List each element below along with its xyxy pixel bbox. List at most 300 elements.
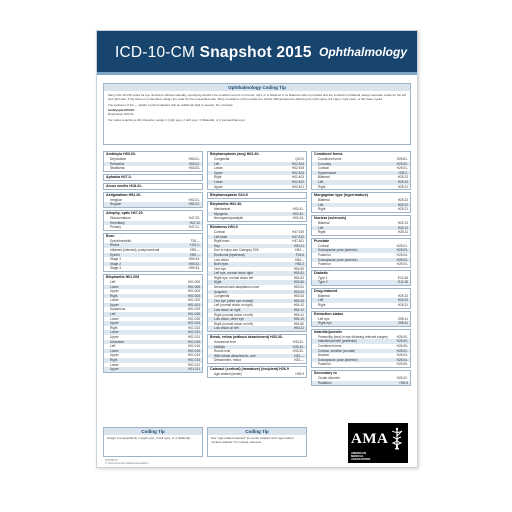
code-group bbox=[311, 151, 411, 190]
coding-tip-1 bbox=[103, 427, 203, 457]
code-term: Posterior bbox=[318, 362, 331, 367]
code-term: Myogenic bbox=[214, 211, 228, 216]
code-value: H25.23 bbox=[397, 175, 408, 180]
code-value: H53.61 bbox=[293, 285, 304, 290]
code-group bbox=[207, 201, 307, 222]
code-value: H25.04- bbox=[396, 252, 408, 257]
code-term: Left bbox=[214, 161, 220, 166]
code-term: Left (normal vision on right) bbox=[214, 303, 253, 308]
coding-tip-heading: Coding Tip bbox=[104, 428, 202, 435]
code-term: Ulcerative bbox=[110, 339, 125, 344]
code-group-heading: Break, retina (without detachment) H33.30- bbox=[210, 335, 283, 339]
code-term: Left bbox=[318, 298, 324, 303]
code-term: Regular bbox=[110, 202, 122, 207]
code-value: H02.404 bbox=[291, 170, 304, 175]
code-value: H25.21 bbox=[397, 207, 408, 212]
code-value: H02.43- bbox=[292, 216, 304, 221]
code-value: H54.50 bbox=[293, 266, 304, 271]
coding-tip-box bbox=[103, 83, 411, 145]
code-group-heading: Blindness H54.0 bbox=[210, 224, 238, 229]
code-term: One eye bbox=[214, 266, 227, 271]
code-term: Subcapsular polar (anterior) bbox=[318, 257, 358, 262]
code-term: Both eyes bbox=[214, 262, 229, 267]
code-term: One eye (other eye normal) bbox=[214, 298, 253, 303]
footer-line: © 2014 American Medical Association bbox=[105, 462, 149, 466]
code-group bbox=[311, 370, 411, 386]
code-group bbox=[207, 334, 307, 364]
code-term: Bilateral bbox=[318, 220, 330, 225]
code-row bbox=[104, 367, 202, 372]
page-title bbox=[115, 44, 312, 62]
code-term: Left bbox=[318, 179, 324, 184]
code-term: Right bbox=[318, 184, 326, 189]
code-term: Right eye, normal vision left bbox=[214, 275, 254, 280]
code-term: Primary bbox=[110, 225, 121, 230]
code-term: Eye/adnexa/lid bbox=[110, 238, 131, 243]
tip-example-code: H53.01- bbox=[124, 112, 135, 116]
code-value: H47.21- bbox=[188, 225, 200, 230]
code-value: H33.--- bbox=[294, 358, 304, 363]
code-term: Multiple bbox=[214, 344, 225, 349]
code-term: Low vision on right bbox=[214, 308, 241, 313]
code-value: H54.2 bbox=[295, 262, 304, 267]
code-term: Combined forms bbox=[318, 157, 342, 161]
code-term: Left eye, normal vision right bbox=[214, 271, 253, 276]
code-term: Subcapsular polar (anterior) bbox=[318, 248, 358, 253]
code-row bbox=[312, 303, 410, 308]
code-term: Right brain bbox=[214, 239, 230, 244]
code-term: Day bbox=[214, 243, 220, 248]
code-value: H54.11 bbox=[293, 326, 304, 331]
code-term: Detachment, retina bbox=[214, 358, 241, 363]
code-group bbox=[207, 224, 307, 332]
code-value: Q10.0 bbox=[295, 157, 304, 161]
code-row bbox=[208, 372, 306, 377]
title-bold: Snapshot 2015 bbox=[199, 44, 312, 61]
code-term: Presenility (less) in eye following relevant surgery bbox=[318, 334, 388, 339]
code-term: Nuclear bbox=[318, 353, 329, 358]
code-value: H26.32 bbox=[397, 298, 408, 303]
code-value: Z98.42 bbox=[398, 321, 408, 326]
code-group-heading: Blepharospasm G24.5 bbox=[210, 193, 248, 198]
code-term: Retina bbox=[110, 243, 120, 248]
code-group bbox=[103, 183, 203, 190]
code-term: Combined forms bbox=[318, 344, 342, 349]
code-term: Right (normal vision on left) bbox=[214, 321, 253, 326]
code-value: H26.06- bbox=[396, 344, 408, 349]
code-value: H25.81- bbox=[396, 157, 408, 161]
subject-label: Ophthalmology bbox=[319, 45, 407, 59]
code-group-heading: Ambloyia H53.00- bbox=[106, 152, 136, 156]
code-term: Left bbox=[318, 202, 324, 207]
code-value: H52.22- bbox=[188, 202, 200, 207]
code-value: H01.022 bbox=[187, 330, 200, 335]
code-value: H25.04- bbox=[396, 262, 408, 267]
code-term: Upper bbox=[110, 302, 119, 307]
code-value: H59.42- bbox=[188, 261, 200, 266]
tip-example-label: Amblyopia H53.00- bbox=[108, 108, 135, 112]
code-value: H53.62 bbox=[293, 289, 304, 294]
code-value: H54.40 bbox=[293, 298, 304, 303]
code-term: Posterior bbox=[318, 262, 331, 267]
code-term: Upper bbox=[214, 184, 223, 189]
code-term: Stage 3 bbox=[110, 266, 121, 271]
code-value: H25.12 bbox=[397, 225, 408, 230]
code-value: H26.8 bbox=[399, 380, 408, 385]
code-value: H01.023 bbox=[187, 325, 200, 330]
tip-paragraph: The inclusion of the — (dash) symbol indicates that an additional digit is needed. For example: bbox=[108, 102, 234, 107]
code-group-heading: Astigmatism H52.20- bbox=[106, 192, 142, 197]
coding-tip-body: See "age-related cataract" for senile cataract and "age-related nuclear cataract" for nuclear sclerosis. bbox=[211, 436, 294, 444]
code-term: Upper bbox=[110, 321, 119, 326]
code-group-heading: Drug-induced bbox=[314, 288, 338, 293]
code-group bbox=[103, 174, 203, 181]
code-group-heading: Extraction status bbox=[314, 311, 344, 316]
code-term: Night bbox=[214, 280, 222, 285]
code-value: H47.612 bbox=[291, 234, 304, 239]
code-value: H25.03- bbox=[396, 248, 408, 253]
code-term: Cortical bbox=[318, 243, 329, 248]
code-group bbox=[311, 238, 411, 268]
code-value: H01.014 bbox=[187, 353, 200, 358]
code-value: H47.23- bbox=[188, 215, 200, 220]
code-value: H02.42- bbox=[292, 211, 304, 216]
code-term: Right bbox=[110, 358, 118, 362]
code-term: Left eye bbox=[318, 316, 330, 321]
code-row bbox=[312, 262, 410, 267]
code-row bbox=[312, 185, 410, 190]
title-prefix: ICD-10-CM bbox=[115, 44, 200, 61]
code-value: H02.401 bbox=[291, 184, 304, 189]
code-term: Radiation bbox=[318, 380, 332, 385]
code-value: H01.029 bbox=[187, 307, 200, 312]
code-term: Lower bbox=[214, 166, 223, 171]
code-group-heading: Morgagnian type (hypermature) bbox=[314, 193, 368, 198]
code-group bbox=[103, 274, 203, 373]
logo-word: AMA bbox=[351, 431, 389, 447]
code-value: H25.21 bbox=[397, 184, 408, 189]
tip-heading: Ophthalmology Coding Tip bbox=[104, 84, 410, 91]
code-value: H25.9 bbox=[295, 371, 304, 376]
code-value: H02.403 bbox=[291, 175, 304, 180]
code-row bbox=[312, 381, 410, 386]
logo-org-line: MEDICAL bbox=[351, 454, 364, 459]
code-value: H25.22 bbox=[397, 179, 408, 184]
tip-paragraph: Many ICD-10-CM codes for eye disorders indicate laterality, specifying whether the condition occurs on the left, right, or is bilateral. If no bilateral code is provided and the condition is bilateral, assign separate codes for the left and right side. If the side is not identified, assign the code for the unspecified side. Many conditions of the eyelids are further differentiated as affecting the right upper, left upper, right lower, or left lower eyelid. bbox=[108, 93, 406, 101]
code-value: H25.13 bbox=[397, 220, 408, 225]
code-group-heading: Nuclear (sclerosis) bbox=[314, 215, 347, 220]
code-term: Bilateral bbox=[318, 175, 330, 180]
code-group bbox=[103, 233, 203, 272]
code-value: Z98.41 bbox=[398, 316, 408, 321]
code-term: Due to injury-see Category S05 bbox=[214, 248, 259, 253]
code-term: Upper bbox=[110, 367, 119, 372]
code-group-heading: Punctate bbox=[314, 238, 330, 243]
code-value: H01.003 bbox=[187, 293, 200, 298]
code-term: Left bbox=[110, 312, 116, 317]
code-value: H26.04- bbox=[396, 357, 408, 362]
code-term: With retinal detachment—see bbox=[214, 353, 256, 358]
header-banner bbox=[97, 31, 417, 75]
code-term: Right (normal vision on left) bbox=[214, 312, 253, 317]
code-value: H59.--- bbox=[190, 247, 200, 252]
code-term: Right bbox=[110, 325, 118, 330]
tip-paragraph: For codes requiring a 6th character, assign 1 (right eye), 2 (left eye), 3 (bilateral), or 9 (unspecified eye). bbox=[108, 117, 246, 122]
code-value: H01.015 bbox=[187, 348, 200, 353]
code-value: H25.22 bbox=[397, 202, 408, 207]
code-group bbox=[207, 192, 307, 199]
code-term: Cortical bbox=[214, 229, 225, 234]
code-term: Low vision bbox=[214, 257, 229, 262]
code-value: H54.62 bbox=[293, 275, 304, 280]
code-group-heading: Blepharitis H02.40- bbox=[210, 202, 243, 207]
code-term: Round hole bbox=[214, 349, 231, 354]
code-value: H01.004 bbox=[187, 289, 200, 294]
code-value: H47.619 bbox=[291, 229, 304, 234]
code-row bbox=[104, 202, 202, 207]
code-value: H25.23 bbox=[397, 198, 408, 203]
code-value: H25.03- bbox=[396, 257, 408, 262]
code-value: H01.024 bbox=[187, 321, 200, 326]
code-group bbox=[311, 270, 411, 286]
logo-org-name bbox=[351, 452, 370, 462]
code-term: Infantile/juvenile (presenile) bbox=[318, 339, 357, 344]
code-value: H59.--- bbox=[190, 252, 200, 257]
code-term: Neurogenic/paralytic bbox=[214, 216, 244, 221]
code-term: Stage 2 bbox=[110, 261, 121, 266]
code-term: Type 1 bbox=[318, 275, 328, 280]
code-value: H53.60 bbox=[293, 280, 304, 285]
code-value: H59.43- bbox=[188, 257, 200, 262]
code-term: Age-related (senile) bbox=[214, 371, 242, 376]
code-value: H33.31- bbox=[292, 340, 304, 344]
code-value: H26.00- bbox=[396, 339, 408, 344]
code-value: H25.2- bbox=[398, 170, 408, 175]
code-row bbox=[208, 358, 306, 363]
code-group-heading: Diabetic bbox=[314, 270, 328, 275]
code-value: H53.01- bbox=[188, 157, 200, 161]
code-value: H01.001 bbox=[187, 302, 200, 307]
code-term: Ocular disorder bbox=[318, 376, 340, 380]
code-term: Left bbox=[110, 344, 116, 349]
code-value: H01.026 bbox=[187, 312, 200, 317]
code-term: Hypermature bbox=[318, 170, 337, 175]
code-term: Right bbox=[318, 207, 326, 212]
code-term: Lower bbox=[110, 316, 119, 321]
tip-example bbox=[108, 108, 406, 116]
code-value: H01.013 bbox=[187, 358, 200, 362]
code-value: H26.01- bbox=[396, 348, 408, 353]
code-term: Deprivation bbox=[110, 157, 127, 161]
code-value: H26.00- bbox=[396, 334, 408, 339]
code-row bbox=[312, 230, 410, 235]
code-term: Horseshoe tear bbox=[214, 340, 236, 344]
code-value: H33.--- bbox=[294, 353, 304, 358]
code-term: Acquired bbox=[214, 289, 227, 294]
code-group bbox=[207, 151, 307, 190]
code-group bbox=[103, 210, 203, 231]
code-term: Stage 1 bbox=[110, 257, 121, 262]
code-group bbox=[311, 329, 411, 368]
code-term: Strabismic bbox=[110, 166, 125, 171]
logo-org-line: ASSOCIATION bbox=[351, 457, 371, 462]
code-value: H25.11 bbox=[397, 230, 408, 235]
logo-org-line: AMERICAN bbox=[351, 451, 367, 455]
code-term: Mechanical bbox=[214, 207, 231, 212]
code-term: Right eye bbox=[318, 321, 332, 326]
ama-logo bbox=[348, 423, 408, 463]
code-group bbox=[311, 215, 411, 236]
code-term: Type 2 bbox=[318, 280, 328, 285]
code-term: Irregular bbox=[110, 197, 122, 202]
code-term: Left bbox=[110, 279, 116, 284]
code-row bbox=[104, 225, 202, 230]
code-value: H01.021 bbox=[187, 335, 200, 340]
code-value: E11.36 bbox=[398, 280, 408, 285]
code-group bbox=[207, 366, 307, 378]
code-value: F44.6 bbox=[295, 252, 304, 257]
coding-tip-body: Assign 0 (unspecified), 1 (right eye), 2 (left eye), or 3 (bilateral). bbox=[107, 436, 192, 440]
code-value: T26.--- bbox=[190, 238, 200, 243]
code-value: H53.63 bbox=[293, 294, 304, 299]
code-term: Low vision on left bbox=[214, 326, 239, 331]
code-term: Lower bbox=[110, 330, 119, 335]
code-term: Congenital bbox=[214, 157, 230, 161]
code-term: Subcapsular polar (anterior) bbox=[318, 357, 358, 362]
code-value: H25.01- bbox=[396, 243, 408, 248]
code-term: Upper bbox=[110, 335, 119, 340]
code-term: Lower bbox=[110, 284, 119, 289]
code-value: H01.025 bbox=[187, 316, 200, 321]
code-term: Upper bbox=[214, 170, 223, 175]
code-value: H26.05- bbox=[396, 362, 408, 367]
coding-tip-heading: Coding Tip bbox=[208, 428, 306, 435]
code-value: H25.01- bbox=[396, 166, 408, 171]
code-value: H54.12 bbox=[293, 308, 304, 313]
code-term: Congenital bbox=[214, 294, 230, 299]
code-term: Coronary bbox=[318, 161, 332, 166]
code-term: Posterior bbox=[318, 252, 331, 257]
code-value: H26.31 bbox=[397, 303, 408, 308]
code-term: Refractive bbox=[110, 161, 125, 166]
code-group-heading: Cataract (cortical) (immature) (incipient) H26.9 bbox=[210, 366, 289, 371]
code-value: H54.-- bbox=[295, 248, 304, 253]
code-value: H25.00- bbox=[396, 161, 408, 166]
code-group-heading: Combined forms bbox=[314, 152, 343, 156]
code-row bbox=[312, 362, 410, 367]
tip-example-sub: Deprivation bbox=[108, 112, 124, 116]
code-column-3 bbox=[311, 151, 411, 421]
code-value: H02.402 bbox=[291, 179, 304, 184]
code-row bbox=[312, 207, 410, 212]
code-term: Eye/lid bbox=[110, 252, 120, 257]
caduceus-icon bbox=[390, 427, 404, 451]
code-row bbox=[312, 321, 410, 326]
code-value: H01.002 bbox=[187, 298, 200, 303]
code-value: H33.32- bbox=[292, 349, 304, 354]
code-group-heading: Burn bbox=[106, 233, 115, 238]
code-value: H53.03- bbox=[188, 166, 200, 171]
code-value: H52.21- bbox=[188, 197, 200, 202]
code-row bbox=[208, 185, 306, 190]
code-term: Right bbox=[318, 303, 326, 308]
code-term: Squamous bbox=[110, 307, 126, 312]
code-row bbox=[312, 280, 410, 285]
code-group bbox=[103, 192, 203, 208]
code-term: Lower bbox=[110, 362, 119, 367]
code-term: Cortical bbox=[318, 166, 329, 171]
coding-tip-2 bbox=[207, 427, 307, 457]
code-term: Abnormal dark adaptation curve bbox=[214, 285, 260, 290]
code-value: H01.016 bbox=[187, 344, 200, 349]
code-term: Bilateral bbox=[318, 198, 330, 203]
code-term: Hereditary bbox=[110, 220, 125, 225]
code-value: H54.42 bbox=[293, 303, 304, 308]
code-term: Bilateral bbox=[318, 293, 330, 298]
code-value: H01.011 bbox=[188, 367, 200, 372]
code-value: H02.405 bbox=[291, 166, 304, 171]
code-term: Emotional (hysterical) bbox=[214, 252, 245, 257]
code-group-heading: Blepharitis H01.009 bbox=[106, 274, 140, 279]
code-column-2 bbox=[207, 151, 307, 421]
code-value: H53.11 bbox=[293, 243, 304, 248]
code-value: H33.33- bbox=[292, 344, 304, 349]
code-row bbox=[104, 266, 202, 271]
snapshot-sheet bbox=[96, 30, 418, 468]
code-value: H54.41 bbox=[293, 312, 304, 317]
code-value: H54.60 bbox=[293, 321, 304, 326]
code-term: Cortical, lamellar (zonular) bbox=[318, 348, 356, 353]
code-term: Right bbox=[214, 175, 222, 180]
banner-stripe bbox=[97, 72, 417, 75]
code-value: H31.1- bbox=[190, 243, 200, 248]
code-value: H59.43- bbox=[188, 266, 200, 271]
code-term: Lower bbox=[214, 179, 223, 184]
code-value: H01.005 bbox=[187, 284, 200, 289]
code-value: H54.10 bbox=[293, 317, 304, 322]
code-value: H02.41- bbox=[292, 207, 304, 212]
code-term: Lower bbox=[110, 298, 119, 303]
code-term: Left brain bbox=[214, 234, 228, 239]
code-term: Upper bbox=[110, 289, 119, 294]
code-value: H01.012 bbox=[187, 362, 200, 367]
code-value: H54.-- bbox=[295, 257, 304, 262]
code-term: Right bbox=[110, 293, 118, 298]
code-group-heading: Aphakia H27.0- bbox=[106, 174, 132, 179]
code-term: Left bbox=[318, 225, 324, 230]
code-term: Lower bbox=[110, 348, 119, 353]
code-group-heading: Secondary to bbox=[314, 371, 337, 375]
code-value: H02.404 bbox=[291, 161, 304, 166]
code-value: H47.22 bbox=[189, 220, 200, 225]
code-column-1 bbox=[103, 151, 203, 421]
code-value: H01.006 bbox=[187, 279, 200, 284]
code-group bbox=[311, 311, 411, 327]
code-value: H54.61 bbox=[293, 271, 304, 276]
code-value: H47.611 bbox=[292, 239, 304, 244]
code-term: Inflamed (infected), postprocedural bbox=[110, 247, 160, 252]
code-value: H01.019 bbox=[187, 339, 200, 344]
tip-body bbox=[104, 91, 410, 125]
code-term: Glaucomatous bbox=[110, 215, 131, 220]
code-value: H53.02- bbox=[188, 161, 200, 166]
code-row bbox=[208, 326, 306, 331]
footer-text bbox=[105, 459, 148, 466]
code-row bbox=[104, 166, 202, 171]
code-term: Right bbox=[318, 230, 326, 235]
code-term: Low vision, other eye bbox=[214, 317, 244, 322]
code-row bbox=[208, 216, 306, 221]
